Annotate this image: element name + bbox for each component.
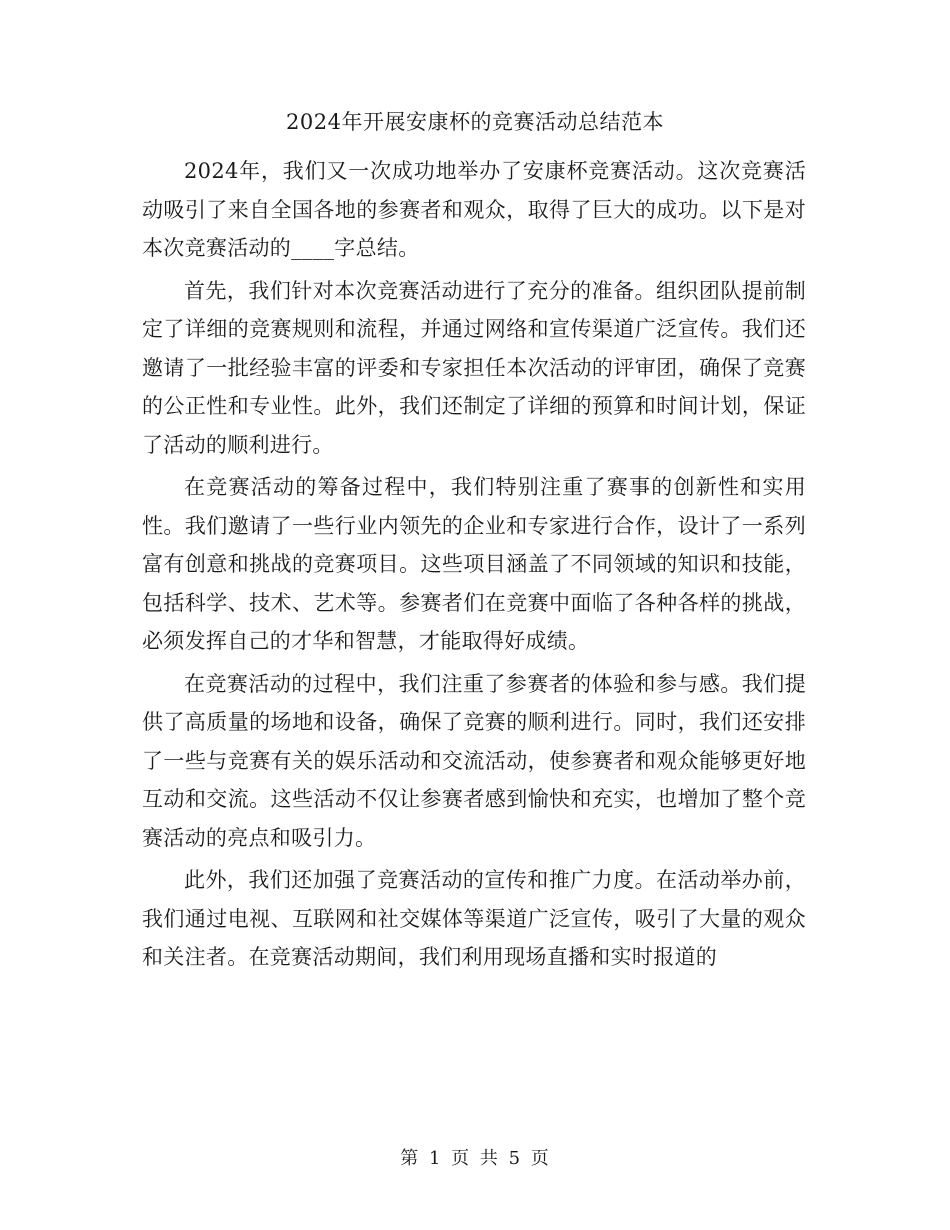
page-number-footer: 第 1 页 共 5 页 bbox=[400, 1148, 550, 1169]
paragraph-5: 此外，我们还加强了竞赛活动的宣传和推广力度。在活动举办前，我们通过电视、互联网和社交媒体等渠道广泛宣传，吸引了大量的观众和关注者。在竞赛活动期间，我们利用现场直播和实时报道的 bbox=[142, 868, 806, 969]
document-body bbox=[142, 152, 806, 981]
paragraph-4: 在竞赛活动的过程中，我们注重了参赛者的体验和参与感。我们提供了高质量的场地和设备，确保了竞赛的顺利进行。同时，我们还安排了一些与竞赛有关的娱乐活动和交流活动，使参赛者和观众能够更好地互动和交流。这些活动不仅让参赛者感到愉快和充实，也增加了整个竞赛活动的亮点和吸引力。 bbox=[142, 671, 806, 850]
paragraph-3: 在竞赛活动的筹备过程中，我们特别注重了赛事的创新性和实用性。我们邀请了一些行业内领先的企业和专家进行合作，设计了一系列富有创意和挑战的竞赛项目。这些项目涵盖了不同领域的知识和技能，包括科学、技术、艺术等。参赛者们在竞赛中面临了各种各样的挑战，必须发挥自己的才华和智慧，才能取得好成绩。 bbox=[142, 475, 806, 653]
paragraph-1: 2024年，我们又一次成功地举办了安康杯竞赛活动。这次竞赛活动吸引了来自全国各地的参赛者和观众，取得了巨大的成功。以下是对本次竞赛活动的____字总结。 bbox=[142, 159, 806, 260]
document-title: 2024年开展安康杯的竞赛活动总结范本 bbox=[286, 110, 664, 134]
paragraph-2: 首先，我们针对本次竞赛活动进行了充分的准备。组织团队提前制定了详细的竞赛规则和流程，并通过网络和宣传渠道广泛宣传。我们还邀请了一批经验丰富的评委和专家担任本次活动的评审团，确保了竞赛的公正性和专业性。此外，我们还制定了详细的预算和时间计划，保证了活动的顺利进行。 bbox=[142, 278, 806, 457]
